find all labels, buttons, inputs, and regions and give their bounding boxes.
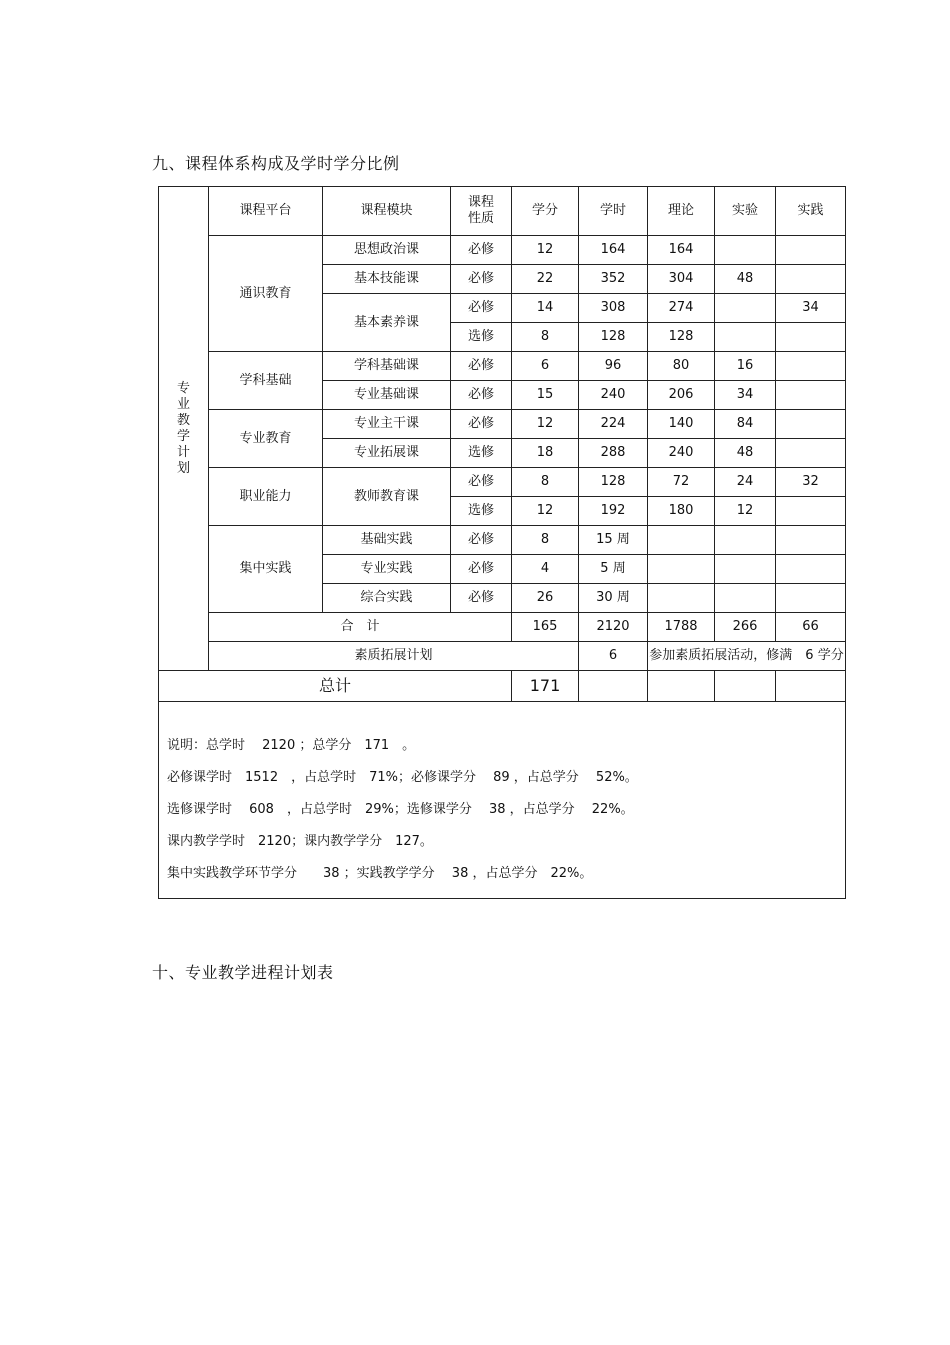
- experiment-cell: 84: [715, 410, 776, 439]
- experiment-cell: 16: [715, 352, 776, 381]
- grand-total-row: [159, 671, 846, 702]
- note-line: 选修课学时 608 ，占总学时 29%；选修课学分 38 ，占总学分 22%。: [167, 802, 634, 817]
- module-cell: 基本素养课: [323, 294, 451, 352]
- header-credits: 学分: [512, 187, 579, 236]
- section-heading-10: 十、专业教学进程计划表: [152, 963, 334, 982]
- side-label: 专 业 教 学 计 划: [159, 187, 209, 671]
- practice-cell: [776, 584, 846, 613]
- header-theory: 理论: [648, 187, 715, 236]
- theory-cell: [648, 584, 715, 613]
- theory-cell: 180: [648, 497, 715, 526]
- credits-cell: 26: [512, 584, 579, 613]
- module-cell: 思想政治课: [323, 236, 451, 265]
- practice-cell: 34: [776, 294, 846, 323]
- subtotal-row: [159, 613, 846, 642]
- section-heading-9: 九、课程体系构成及学时学分比例: [152, 154, 400, 173]
- nature-cell: 选修: [451, 497, 512, 526]
- nature-cell: 必修: [451, 468, 512, 497]
- credits-cell: 15: [512, 381, 579, 410]
- credits-cell: 22: [512, 265, 579, 294]
- module-cell: 综合实践: [323, 584, 451, 613]
- table-row: [159, 410, 846, 439]
- hours-cell: 128: [579, 323, 648, 352]
- theory-cell: [648, 526, 715, 555]
- practice-cell: [776, 555, 846, 584]
- note-line: 必修课学时 1512 ，占总学时 71%；必修课学分 89 ，占总学分 52%。: [167, 770, 638, 785]
- credits-cell: 8: [512, 526, 579, 555]
- practice-cell: [776, 526, 846, 555]
- empty-cell: [579, 671, 648, 702]
- grand-total-label: 总计: [159, 671, 512, 702]
- hours-cell: 288: [579, 439, 648, 468]
- theory-cell: 164: [648, 236, 715, 265]
- theory-cell: 80: [648, 352, 715, 381]
- credits-cell: 8: [512, 323, 579, 352]
- table-row: [159, 526, 846, 555]
- table-row: [159, 352, 846, 381]
- hours-cell: 164: [579, 236, 648, 265]
- nature-cell: 必修: [451, 294, 512, 323]
- experiment-cell: 48: [715, 265, 776, 294]
- practice-cell: [776, 381, 846, 410]
- platform-practice: 集中实践: [209, 526, 323, 613]
- hours-cell: 192: [579, 497, 648, 526]
- header-practice: 实践: [776, 187, 846, 236]
- experiment-cell: 12: [715, 497, 776, 526]
- experiment-cell: 48: [715, 439, 776, 468]
- hours-cell: 5 周: [579, 555, 648, 584]
- hours-cell: 15 周: [579, 526, 648, 555]
- hours-cell: 30 周: [579, 584, 648, 613]
- header-module: 课程模块: [323, 187, 451, 236]
- nature-cell: 必修: [451, 555, 512, 584]
- theory-cell: 206: [648, 381, 715, 410]
- header-hours: 学时: [579, 187, 648, 236]
- experiment-cell: [715, 236, 776, 265]
- practice-cell: [776, 439, 846, 468]
- experiment-cell: [715, 555, 776, 584]
- nature-cell: 选修: [451, 323, 512, 352]
- note-line: 集中实践教学环节学分 38 ；实践教学学分 38 ，占总学分 22%。: [167, 866, 593, 881]
- platform-major: 专业教育: [209, 410, 323, 468]
- empty-cell: [776, 671, 846, 702]
- module-cell: 教师教育课: [323, 468, 451, 526]
- module-cell: 专业拓展课: [323, 439, 451, 468]
- notes-row: [159, 702, 846, 899]
- credits-cell: 8: [512, 468, 579, 497]
- credits-cell: 4: [512, 555, 579, 584]
- nature-cell: 必修: [451, 410, 512, 439]
- practice-cell: [776, 236, 846, 265]
- hours-cell: 224: [579, 410, 648, 439]
- theory-cell: 128: [648, 323, 715, 352]
- quality-note: 参加素质拓展活动，修满 6 学分: [648, 642, 846, 671]
- theory-cell: 274: [648, 294, 715, 323]
- subtotal-experiment: 266: [715, 613, 776, 642]
- experiment-cell: [715, 526, 776, 555]
- experiment-cell: [715, 294, 776, 323]
- quality-row: [159, 642, 846, 671]
- practice-cell: [776, 352, 846, 381]
- practice-cell: [776, 265, 846, 294]
- header-nature: 课程性质: [451, 187, 512, 236]
- credits-cell: 18: [512, 439, 579, 468]
- credits-cell: 6: [512, 352, 579, 381]
- credits-cell: 12: [512, 236, 579, 265]
- theory-cell: 304: [648, 265, 715, 294]
- theory-cell: 140: [648, 410, 715, 439]
- nature-cell: 必修: [451, 584, 512, 613]
- nature-cell: 必修: [451, 265, 512, 294]
- practice-cell: [776, 323, 846, 352]
- quality-credits: 6: [579, 642, 648, 671]
- module-cell: 专业主干课: [323, 410, 451, 439]
- subtotal-credits: 165: [512, 613, 579, 642]
- table-row: [159, 468, 846, 497]
- theory-cell: 240: [648, 439, 715, 468]
- module-cell: 基础实践: [323, 526, 451, 555]
- hours-cell: 308: [579, 294, 648, 323]
- nature-cell: 必修: [451, 236, 512, 265]
- experiment-cell: [715, 584, 776, 613]
- hours-cell: 96: [579, 352, 648, 381]
- subtotal-theory: 1788: [648, 613, 715, 642]
- subtotal-label: 合 计: [209, 613, 512, 642]
- quality-label: 素质拓展计划: [209, 642, 579, 671]
- notes-cell: [159, 702, 846, 899]
- nature-cell: 必修: [451, 526, 512, 555]
- platform-career: 职业能力: [209, 468, 323, 526]
- credits-cell: 12: [512, 497, 579, 526]
- theory-cell: 72: [648, 468, 715, 497]
- practice-cell: [776, 497, 846, 526]
- header-experiment: 实验: [715, 187, 776, 236]
- nature-cell: 选修: [451, 439, 512, 468]
- practice-cell: [776, 410, 846, 439]
- nature-cell: 必修: [451, 381, 512, 410]
- empty-cell: [715, 671, 776, 702]
- curriculum-table: [158, 186, 846, 899]
- table-row: [159, 236, 846, 265]
- experiment-cell: [715, 323, 776, 352]
- nature-cell: 必修: [451, 352, 512, 381]
- header-platform: 课程平台: [209, 187, 323, 236]
- module-cell: 专业基础课: [323, 381, 451, 410]
- experiment-cell: 34: [715, 381, 776, 410]
- hours-cell: 240: [579, 381, 648, 410]
- hours-cell: 352: [579, 265, 648, 294]
- module-cell: 学科基础课: [323, 352, 451, 381]
- platform-general: 通识教育: [209, 236, 323, 352]
- module-cell: 专业实践: [323, 555, 451, 584]
- hours-cell: 128: [579, 468, 648, 497]
- credits-cell: 12: [512, 410, 579, 439]
- grand-total-credits: 171: [512, 671, 579, 702]
- subtotal-hours: 2120: [579, 613, 648, 642]
- note-line: 说明：总学时 2120 ；总学分 171 。: [167, 738, 416, 753]
- note-line: 课内教学学时 2120；课内教学学分 127。: [167, 834, 433, 849]
- credits-cell: 14: [512, 294, 579, 323]
- experiment-cell: 24: [715, 468, 776, 497]
- module-cell: 基本技能课: [323, 265, 451, 294]
- subtotal-practice: 66: [776, 613, 846, 642]
- practice-cell: 32: [776, 468, 846, 497]
- theory-cell: [648, 555, 715, 584]
- empty-cell: [648, 671, 715, 702]
- platform-basics: 学科基础: [209, 352, 323, 410]
